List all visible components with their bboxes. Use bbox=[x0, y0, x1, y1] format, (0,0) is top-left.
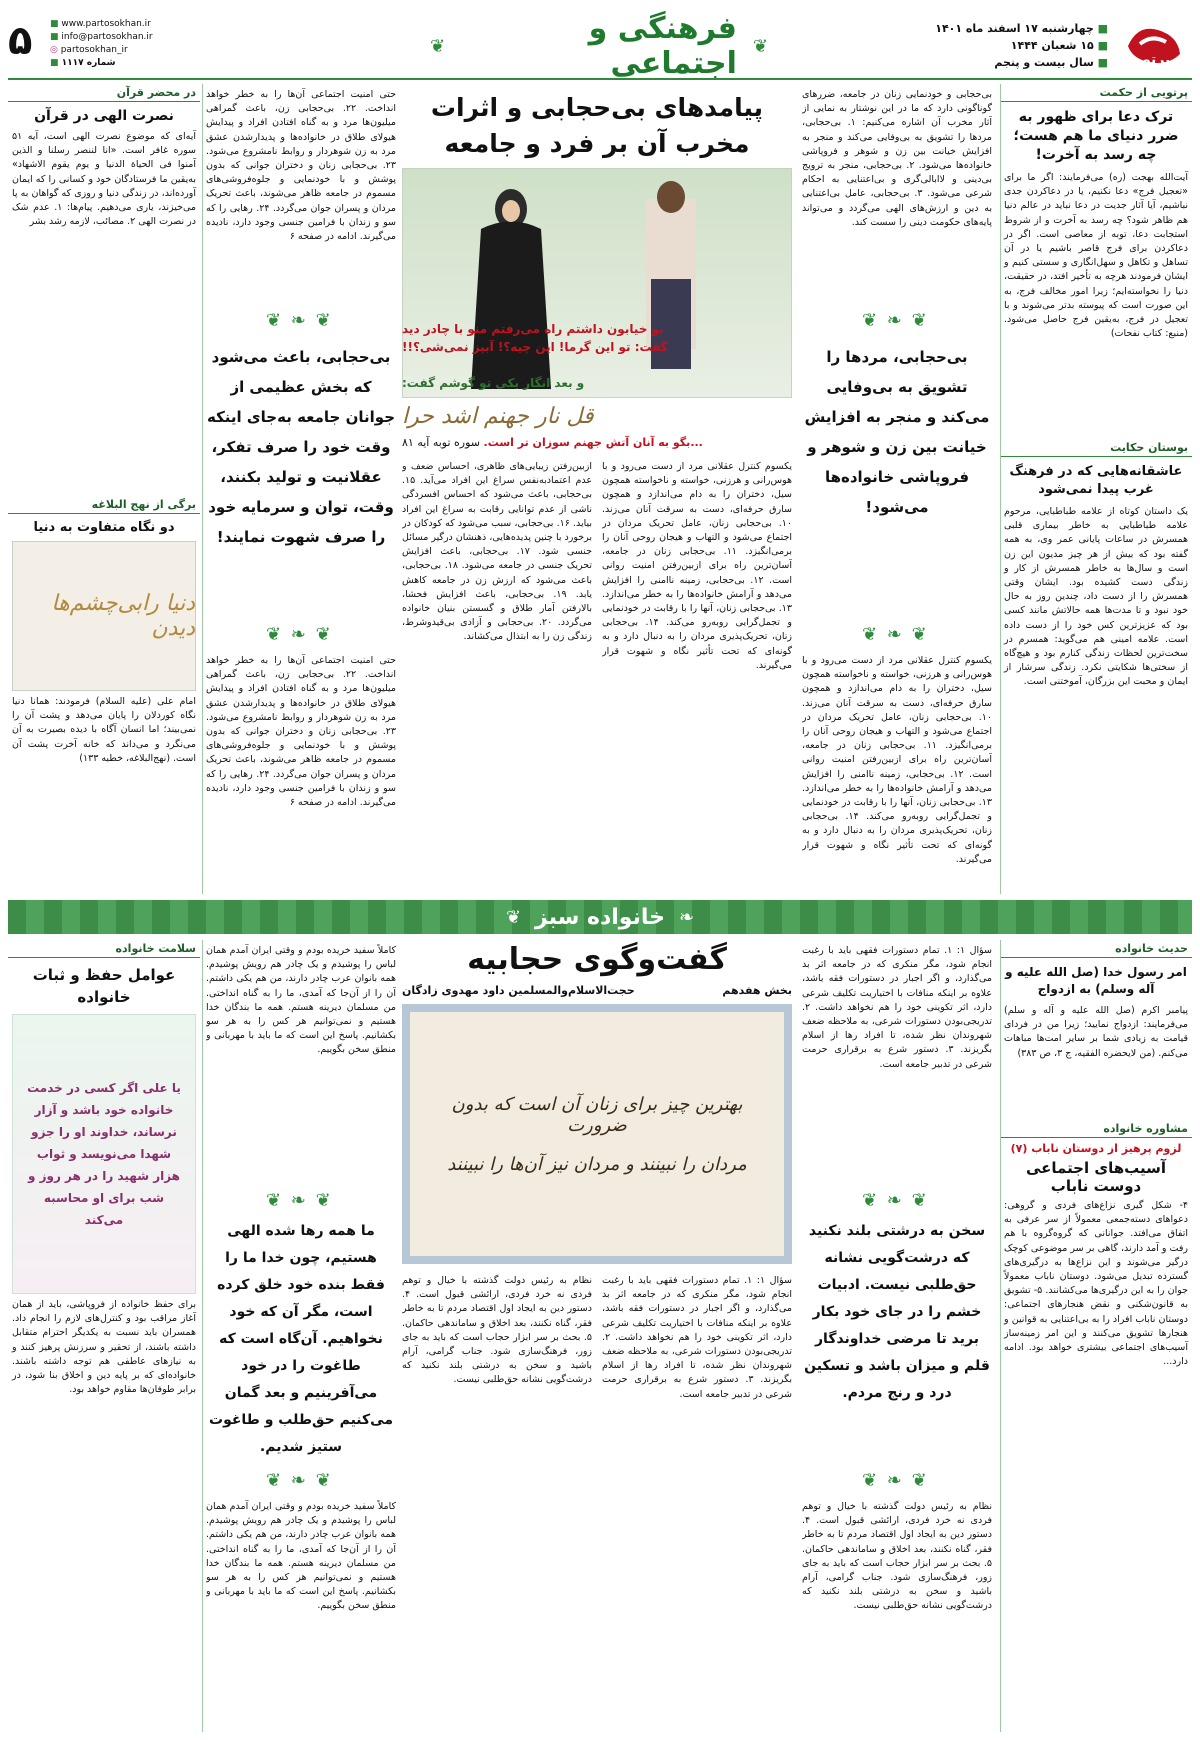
verse-translation-text: ...بگو به آنان آتش جهنم سوزان تر است. bbox=[483, 436, 703, 449]
family-pull-quote-2: ما همه رها شده الهی هستیم، چون خدا ما را فقط بنده خود خلق کرده است، مگر آن که خود نخواهیم. آن‌گاه است که طاغوت را در خود می‌آفرینیم و بعد گمان می‌کنیم حق‌طلب و طاغوت ستیز شدیم. bbox=[209, 1223, 393, 1455]
family-byline bbox=[402, 984, 792, 997]
hijab-woman-illustration bbox=[401, 169, 791, 399]
separator bbox=[202, 84, 203, 894]
ornament-icon: ❦ ❧ ❦ bbox=[862, 624, 929, 645]
leaf-icon: ❦ bbox=[505, 906, 522, 928]
email-link[interactable]: ■ info@partosokhan.ir bbox=[50, 32, 153, 42]
health-body: برای حفظ خانواده از فروپاشی، باید از همان آغاز مراقب بود و کنترل‌های لازم را انجام داد. همسران باید نسبت به یکدیگر احترام متقابل داشته باشند، از تحقیر و سرزنش پرهیز کنند و به نیازهای عاطفی هم توجه داشته باشند. خانواده‌ای که بر پایه دین و اخلاق بنا شود، در برابر طوفان‌ها مقاوم خواهد بود. bbox=[12, 1299, 196, 1396]
feature-headline: پیامدهای بی‌حجابی و اثرات مخرب آن بر فرد و جامعه bbox=[430, 93, 764, 158]
date-line-solar: ■ چهارشنبه ۱۷ اسفند ماه ۱۴۰۱ bbox=[935, 22, 1108, 35]
health-title: عوامل حفظ و ثبات خانواده bbox=[32, 966, 176, 1006]
ornament-icon: ❦ ❧ ❦ bbox=[862, 1190, 929, 1211]
masthead-rule bbox=[8, 78, 1192, 80]
left-ornament-icon: ❦ bbox=[752, 35, 770, 57]
date-block bbox=[918, 20, 1108, 71]
series-part: بخش هفدهم bbox=[722, 984, 792, 997]
newspaper-logo bbox=[1118, 16, 1190, 74]
ornament-icon: ❦ ❧ ❦ bbox=[266, 310, 333, 331]
instagram-icon: ◎ bbox=[50, 45, 61, 55]
family-col-c: کاملاً سفید خریده بودم و وقتی ایران آمدم همان لباس را پوشیدم و یک چادر هم رویش پوشیدم. همه بانوان عرب چادر دارند، من هم یکی داشتم. آن را از آن‌جا که آمدی، ما را به گناه انداختی. من مسلمان دیرینه هستم. همه ما بندگان خدا هستیم و نمی‌توانیم هر کس را به هر سو بکشانیم. پاسخ این است که ما باید با مهربانی و منطق سخن بگوییم. bbox=[206, 945, 396, 1056]
left-sidebar bbox=[8, 84, 200, 894]
ornament-icon: ❦ ❧ ❦ bbox=[266, 1190, 333, 1211]
feature-col-a: یکسوم کنترل عقلانی مرد از دست می‌رود و با هوس‌رانی و هرزنی، خواسته و ناخواسته همچون سیل، دختران را به دام می‌اندازد و همچون سارق حرفه‌ای، دست به سرقت آنان می‌زند. ۱۰. بی‌حجابی زنان، عامل تحریک مردان در اجتماع می‌شود و التهاب و هیجان روحی آنان را برمی‌انگیزد. ۱۱. بی‌حجابی زنان در جامعه، آسان‌ترین راه برای ازبین‌رفتن امنیت روانی است. ۱۲. بی‌حجابی، زمینه ناامنی را افزایش می‌دهد و آرامش خانواده‌ها را به خطر می‌اندازد. ۱۳. بی‌حجابی زنان، آنها را با رقابت در خودنمایی و تجمل‌گرایی روبه‌رو می‌کند. ۱۴. بی‌حجابی زنان، تحریک‌پذیری مردان را به دنبال دارد و به گونه‌ای که تحت تأثیر نگاه و شهوت قرار می‌گیرند. bbox=[602, 461, 792, 671]
page-number: ۵ bbox=[8, 18, 33, 64]
issue-number: شماره ۱۱۱۷ ■ bbox=[50, 58, 116, 68]
counsel-body: ۴- شکل گیری نزاع‌های فردی و گروهی: دعواهای دسته‌جمعی معمولاً از سر عرفی به اتفاق می‌افتد. جوانانی که گروه‌گروه با هم رفت و آمد دارند، گاهی بر سر موضوعی کوچک درگیر می‌شوند و این نزاع‌ها به درگیری‌های گسترده تبدیل می‌شود. دوستان ناباب معمولاً جوان را به این درگیری‌ها می‌کشانند. ۵- تشویق به قانون‌شکنی و نقض هنجارهای اجتماعی: دوستان ناباب افراد را به بی‌اعتنایی به قوانین و هنجارها تشویق می‌کنند و این امر زمینه‌ساز آسیب‌های اجتماعی بیشتری خواهد بود. ادامه دارد... bbox=[1004, 1200, 1188, 1368]
wisdom-body: آیت‌الله بهجت (ره) می‌فرمایند: اگر ما برای «تعجیل فرج» دعا نکنیم، یا در دعاکردن جدی نباشیم، آیا آثار جدیت در دعا نباید در عالم دنیا هم ظاهر شود؟ چه رسد به آخرت و از شروط استجابت دعا، توبه از معاصی است. اگر در دعاکردن برای فرج قاصر باشیم یا در آن تساهل و تکاهل و سهل‌انگاری و سستی کنیم و ایشان فرمودند هرچه به تأخیر افتد، در حقیقت، دنیا را نخواسته‌ایم؛ زیرا امور مخالف فرج، به این صورت است که پیوسته بدتر می‌شوند و با تعجیل در فرج، به‌یقین فرج حاصل می‌شود. (منبع: کتاب نفحات) bbox=[1004, 172, 1188, 340]
calligraphy-line-1: بهترین چیز برای زنان آن است که بدون ضرورت bbox=[451, 1093, 743, 1136]
hadith-body: پیامبر اکرم (صل الله علیه و آله و سلم) می‌فرمایند: ازدواج نمایید؛ زیرا من در فردای قیامت به زیادی شما بر سایر امت‌ها مباهات می‌کنم. (من لایحضره الفقیه، ج ۳، ص ۳۸۳) bbox=[1004, 1005, 1188, 1059]
contact-block bbox=[50, 18, 160, 70]
family-col-b: نظام به رئیس دولت گذشته با خیال و توهم فردی نه خرد فردی، ارائشی قبول است. ۴. دستور دین به ایجاد اول اقتصاد مردم تا به خاطر فقر، گناه نکنند، بعد اخلاق و ساماندهی حاکمان. ۵. بحث بر سر ابزار حجاب است که باید به جای زور، فرهنگ‌سازی شود. جناب گرامی، آرام باشید و سخن به درشتی بلند نکنید که درشت‌گویی نشانه حق‌طلبی نیست. bbox=[402, 1275, 592, 1386]
feature-col-c2: حتی امنیت اجتماعی آن‌ها را به خطر خواهد انداخت. ۲۲. بی‌حجابی زن، باعث گمراهی میلیون‌ها مرد و به گناه افتادن افراد و پیدایش هیولای طلاق در خانواده‌ها و پدیدارشدن عشق مرد به زن شوهردار و روابط نامشروع می‌شود. ۲۳. بی‌حجابی زنان و دختران جوانی که بدون پوشش و با خودنمایی و جلوه‌فروشی‌های مسموم در جامعه ظاهر می‌شوند، باعث تحریک مردان و پسران جوان می‌گردد. ۲۴. رهایی را که سو و زندان با فرامین جنسی وجود دارد، نادیده می‌گیرند. ادامه در صفحه ۶ bbox=[206, 655, 396, 809]
right-sidebar bbox=[1000, 84, 1192, 894]
family-col-c2: کاملاً سفید خریده بودم و وقتی ایران آمدم همان لباس را پوشیدم و یک چادر هم رویش پوشیدم. همه بانوان عرب چادر دارند، من هم یکی داشتم. آن را از آن‌جا که آمدی، ما را به گناه انداختی. من مسلمان دیرینه هستم. همه ما بندگان خدا هستیم و نمی‌توانیم هر کس را به هر سو بکشانیم. پاسخ این است که ما باید با مهربانی و منطق سخن بگوییم. bbox=[206, 1501, 396, 1612]
section-title-box bbox=[430, 11, 770, 81]
social-link[interactable]: ◎ partosokhan_ir bbox=[50, 45, 128, 55]
ornament-icon: ❦ ❧ ❦ bbox=[862, 310, 929, 331]
pull-quote-2: بی‌حجابی، باعث می‌شود که بخش عظیمی از جوانان جامعه به‌جای اینکه وقت خود را صرف تفکر، عقلانیت و تولید بکنند، وقت، توان و سرمایه خود را صرف شهوت نمایند! bbox=[206, 348, 396, 546]
section-title: فرهنگی و اجتماعی bbox=[588, 11, 737, 81]
quran-body: آیه‌ای که موضوع نصرت الهی است، آیه ۵۱ سوره غافر است. «انا لننصر رسلنا و الذین آمنوا فی الحیاة الدنیا و یوم یقوم الاشهاد» به‌یقین ما فرستادگان خود و کسانی را که ایمان آورده‌اند، در زندگی دنیا و روزی که گواهان به پا می‌خیزند، یاری می‌دهیم. پیام‌ها: ۱. عدم شک در نصرت الهی ۲. مصائب، لازمه رشد بشر bbox=[12, 131, 196, 228]
photo-caption-3: و بعد انگار یکی تو گوشم گفت: bbox=[402, 376, 585, 390]
counsel-red-kicker: لزوم پرهیز از دوستان ناباب (۷) bbox=[1010, 1142, 1182, 1155]
ornament-icon: ❦ ❧ ❦ bbox=[862, 1470, 929, 1491]
verse-reference: سوره توبه آیه ۸۱ bbox=[402, 436, 481, 449]
photo-caption-1: تو خیابون داشتم راه می‌رفتم منو با چادر دید bbox=[402, 322, 664, 336]
family-banner bbox=[8, 900, 1192, 934]
family-banner-title: خانواده سبز bbox=[535, 904, 665, 930]
pull-quote-1: بی‌حجابی، مردها را تشویق به بی‌وفایی می‌کند و منجر به افزایش خیانت بین زن و شوهر و فروپاشی خانواده‌ها می‌شود! bbox=[804, 348, 990, 516]
kicker-health: سلامت خانواده bbox=[8, 940, 200, 958]
kicker-counsel: مشاوره خانواده bbox=[1000, 1120, 1192, 1138]
family-col-a: سؤال ۱: ۱. تمام دستورات فقهی باید با رغبت انجام شود، مگر منکری که در جامعه اثر بد می‌گذارد، و اگر اجبار در دستورات فقه باشد، علاوه بر اینکه منافات با اختیاریت تکلیف شرعی دارد، اثر تکوینی خود را هم نخواهد داشت. ۲. تدریجی‌بودن دستورات شرعی، به ملاحظه ضعف شهروندان نظر شده، تا افراد رها از اسلام بگریزند. ۳. دستور شرع به برقراری حرمت شرعی در تدبیر جامعه است. bbox=[602, 1275, 792, 1400]
feature-col-c: حتی امنیت اجتماعی آن‌ها را به خطر خواهد انداخت. ۲۲. بی‌حجابی زن، باعث گمراهی میلیون‌ها مرد و به گناه افتادن افراد و پیدایش هیولای طلاق در خانواده‌ها و پدیدارشدن عشق مرد به زن شوهردار و روابط نامشروع می‌شود. ۲۳. بی‌حجابی زنان و دختران جوانی که بدون پوشش و با خودنمایی و جلوه‌فروشی‌های مسموم در جامعه ظاهر می‌شوند، باعث تحریک مردان و پسران جوان می‌گردد. ۲۴. رهایی را که سو و زندان با فرامین جنسی وجود دارد، نادیده می‌گیرند. ادامه در صفحه ۶ bbox=[206, 89, 396, 243]
kicker-hadith: حدیث خانواده bbox=[1000, 940, 1192, 958]
leaf-icon: ❧ bbox=[678, 906, 695, 928]
ornament-icon: ❦ ❧ ❦ bbox=[266, 624, 333, 645]
family-pull-quote-1: سخن به درشتی بلند نکنید که درشت‌گویی نشانه حق‌طلبی نیست. ادبیات خشم را در جای خود بکار برید تا مرضی خداوندگار قلم و میزان باشد و تسکین درد و رنج مردم. bbox=[804, 1223, 990, 1401]
nahj-title: دو نگاه متفاوت به دنیا bbox=[33, 520, 175, 535]
family-col-intro: سؤال ۱: ۱. تمام دستورات فقهی باید با رغبت انجام شود، مگر منکری که در جامعه اثر بد می‌گذارد، و اگر اجبار در دستورات فقه باشد، علاوه بر اینکه منافات با اختیاریت تکلیف شرعی دارد، اثر تکوینی خود را هم نخواهد داشت. ۲. تدریجی‌بودن دستورات شرعی، به ملاحظه ضعف شهروندان نظر شده، تا افراد رها از اسلام بگریزند. ۳. دستور شرع به برقراری حرمت شرعی در تدبیر جامعه است. bbox=[802, 945, 992, 1070]
right-ornament-icon: ❦ bbox=[430, 35, 448, 57]
poster-text: یا علی اگر کسی در خدمت خانواده خود باشد و آزار نرساند، خداوند او را جزو شهدا می‌نویسد و ثواب هزار شهید را در هر روز و شب برای او محاسبه می‌کند bbox=[27, 1081, 181, 1227]
feature-intro-cont: یکسوم کنترل عقلانی مرد از دست می‌رود و با هوس‌رانی و هرزنی، خواسته و ناخواسته همچون سیل، دختران را به دام می‌اندازد و همچون سارق حرفه‌ای، دست به سرقت آنان می‌زند. ۱۰. بی‌حجابی زنان، عامل تحریک مردان در اجتماع می‌شود و التهاب و هیجان روحی آنان را برمی‌انگیزد. ۱۱. بی‌حجابی زنان در جامعه، آسان‌ترین راه برای ازبین‌رفتن امنیت روانی است. ۱۲. بی‌حجابی، زمینه ناامنی را افزایش می‌دهد و آرامش خانواده‌ها را به خطر می‌اندازد. ۱۳. بی‌حجابی زنان، آنها را با رقابت در خودنمایی و تجمل‌گرایی روبه‌رو می‌کند. ۱۴. بی‌حجابی زنان، تحریک‌پذیری مردان را به دنبال دارد و به گونه‌ای که تحت تأثیر نگاه و شهوت قرار می‌گیرند. bbox=[802, 655, 992, 864]
separator bbox=[1000, 940, 1001, 1732]
separator bbox=[202, 940, 203, 1732]
feature-article bbox=[206, 84, 996, 894]
kicker-quran: در محضر قرآن bbox=[8, 84, 200, 102]
masthead bbox=[0, 11, 1200, 81]
feature-col-b: ازبین‌رفتن زیبایی‌های ظاهری، احساس ضعف و عدم اعتماد‌به‌نفس سراغ این افراد می‌آید. ۱۵. بی‌حجابی، باعث می‌شود که احساس افسردگی ناشی از عدم توانایی رقابت به سراغ این افراد بیاید. ۱۶. بی‌حجابی، سبب می‌شود که کودکان در برخورد با چنین پدیده‌هایی، ذهنشان درگیر مسائل جنسی شود. ۱۷. بی‌حجابی، باعث افزایش تحریک جنسی در جامعه می‌شود. ۱۸. بی‌حجابی، باعث می‌شود که ارزش زن در جامعه کاهش یابد. ۱۹. بی‌حجابی، باعث افزایش فحشا، بالارفتن آمار طلاق و گسستن بنیان خانواده می‌گردد. ۲۰. بی‌حجابی و آزادی بی‌قیدوشرط، زندگی زن را به ابتذال می‌کشاند. bbox=[402, 461, 592, 643]
feature-photo bbox=[402, 168, 792, 398]
family-article bbox=[206, 940, 996, 1732]
family-col-intro-cont: نظام به رئیس دولت گذشته با خیال و توهم فردی نه خرد فردی، ارائشی قبول است. ۴. دستور دین به ایجاد اول اقتصاد مردم تا به خاطر فقر، گناه نکنند، بعد اخلاق و ساماندهی حاکمان. ۵. بحث بر سر ابزار حجاب است که باید به جای زور، فرهنگ‌سازی شود. جناب گرامی، آرام باشید و سخن به درشتی بلند نکنید که درشت‌گویی نشانه حق‌طلبی نیست. bbox=[802, 1501, 992, 1612]
family-headline: گفت‌وگوی حجابیه bbox=[467, 942, 727, 977]
website-link[interactable]: ■ www.partosokhan.ir bbox=[50, 19, 151, 29]
calligraphy-panel bbox=[402, 1004, 792, 1264]
calligraphy-image bbox=[12, 541, 196, 691]
date-line-lunar: ■ ۱۵ شعبان ۱۴۴۴ bbox=[1010, 39, 1108, 52]
kicker-wisdom: پرتویی از حکمت bbox=[1000, 84, 1192, 102]
date-line-year: ■ سال بیست و پنجم bbox=[994, 56, 1108, 69]
hadith-poster bbox=[12, 1014, 196, 1294]
logo-text: پیرتو bbox=[1142, 52, 1176, 68]
separator bbox=[1000, 84, 1001, 894]
kicker-nahj: برگی از نهج البلاغه bbox=[8, 496, 200, 514]
calligraphy-line-2: مردان را نبینند و مردان نیز آن‌ها را نبینند bbox=[447, 1153, 747, 1175]
counsel-title: آسیب‌های اجتماعی دوست ناباب bbox=[1025, 1159, 1167, 1195]
ornament-icon: ❦ ❧ ❦ bbox=[266, 1470, 333, 1491]
verse-calligraphy: قل نار جهنم اشد حرا bbox=[402, 404, 594, 429]
quran-title: نصرت الهی در قرآن bbox=[34, 108, 174, 124]
bottom-left-sidebar bbox=[8, 940, 200, 1732]
hadith-title: امر رسول خدا (صل الله علیه و آله وسلم) به ازدواج bbox=[1005, 965, 1187, 996]
feature-intro: بی‌حجابی و خودنمایی زنان در جامعه، ضررهای گوناگونی دارد که ما در این نوشتار به نمایی از آثار مخرب آن اشاره می‌کنیم: ۱. بی‌حجابی، مردها را تشویق به بی‌وفایی می‌کند و منجر به افزایش خیانت بین زن و شوهر و فروپاشی خانواده‌ها می‌شود. ۲. بی‌حجابی، منجر به ترویج بی‌دینی و لاابالی‌گری و بی‌اعتنایی به احکام شرعی می‌شود. ۳. بی‌حجابی، عامل بی‌اعتنایی به دین و ارزش‌های الهی می‌گردد و می‌تواند پایه‌های حکومت دینی را سست کند. bbox=[802, 89, 992, 228]
kicker-story: بوستان حکایت bbox=[1000, 439, 1192, 457]
story-title: عاشقانه‌هایی که در فرهنگ غرب پیدا نمی‌شود bbox=[1009, 464, 1183, 497]
bottom-right-sidebar bbox=[1000, 940, 1192, 1732]
photo-caption-2: گفت: تو این گرما! این چیه؟! آبپز نمی‌شی؟!! bbox=[402, 340, 668, 354]
wisdom-title: ترک دعا برای ظهور به ضرر دنیای ما هم هست؛ چه رسد به آخرت! bbox=[1013, 109, 1179, 163]
story-body: یک داستان کوتاه از علامه طباطبایی، مرحوم علامه طباطبایی به خاطر بیماری قلبی همسرش در ساعات پایانی عمر وی، به همه گفته بود که بیش از هر چیز مدیون این زن است و سال‌ها به خاطر همسرش از کار و زندگی دست کشیده بود. ایشان وقتی همسرش را از دست داد، چندین روز به حال خود نبود و تا مدت‌ها همه حالاتش مانند کسی بود که عزیزترین کس خود را از دست داده است. علامه امینی هم می‌گوید: همسرم در سخت‌ترین لحظات زندگی کنارم بود و هیچ‌گاه از سختی‌ها شکایتی نکرد. زندگی سرشار از ایمان و محبت این بزرگان، آموختنی است. bbox=[1004, 506, 1188, 688]
calligraphy-text: دنیا رابی‌چشم‌ها دیدن bbox=[51, 591, 195, 641]
author-name: حجت‌الاسلام‌والمسلمین داود مهدوی زادگان bbox=[402, 984, 635, 997]
nahj-body: امام علی (علیه السلام) فرمودند: همانا دنیا نگاه کوردلان را پایان می‌دهد و پشت آن را نمی‌بیند؛ اما انسان آگاه با دیده بصیرت به آن می‌نگرد و می‌داند که خانه آخرت پشت آن است. (نهج‌البلاغه، خطبه ۱۳۳) bbox=[12, 696, 196, 764]
verse-translation bbox=[402, 436, 792, 449]
